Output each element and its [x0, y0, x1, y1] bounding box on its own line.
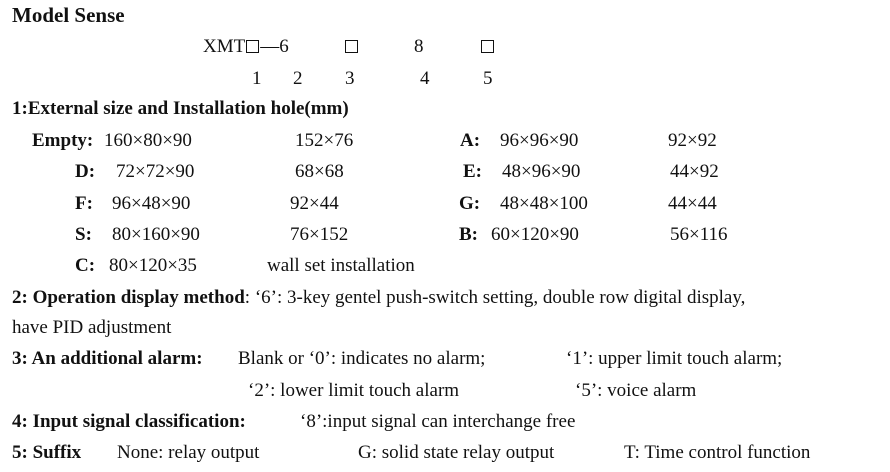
size-e-hole: 44×92	[670, 161, 719, 182]
model-code-box-1	[246, 40, 259, 53]
size-code-g: G:	[459, 193, 481, 214]
size-code-s: S:	[75, 224, 92, 245]
model-code-prefix	[203, 36, 289, 58]
section2-line1	[12, 287, 745, 309]
size-a-dimensions: 96×96×90	[500, 130, 579, 151]
size-c-hole: wall set installation	[267, 255, 415, 276]
size-s-dimensions: 80×160×90	[112, 224, 200, 245]
page-title: Model Sense	[12, 3, 125, 27]
model-code-box-5	[481, 40, 494, 53]
model-code-number-2: 2	[293, 68, 303, 89]
size-code-a: A:	[460, 130, 481, 151]
size-b-dimensions: 60×120×90	[491, 224, 579, 245]
size-e-dimensions: 48×96×90	[502, 161, 581, 182]
section2-description: ‘6’: 3-key gentel push-switch setting, double row digital display,	[254, 287, 746, 308]
size-g-hole: 44×44	[668, 193, 717, 214]
section2-line2: have PID adjustment	[12, 317, 172, 338]
suffix-t: T: Time control function	[624, 442, 811, 463]
size-b-hole: 56×116	[670, 224, 728, 245]
model-code-dash: —	[260, 36, 280, 57]
alarm-option-0: Blank or ‘0’: indicates no alarm;	[238, 348, 486, 369]
section1-heading: 1:External size and Installation hole(mm)	[12, 98, 349, 119]
model-code-part-2: 6	[279, 36, 289, 57]
size-d-hole: 68×68	[295, 161, 344, 182]
alarm-option-5: ‘5’: voice alarm	[575, 380, 697, 401]
section2-heading: 2: Operation display method	[12, 287, 245, 308]
size-empty-dimensions: 160×80×90	[104, 130, 192, 151]
size-code-f: F:	[75, 193, 93, 214]
alarm-option-1: ‘1’: upper limit touch alarm;	[566, 348, 783, 369]
section3-heading: 3: An additional alarm:	[12, 348, 203, 369]
model-code-prefix-text: XMT	[203, 36, 246, 57]
section5-heading: 5: Suffix	[12, 442, 82, 463]
section2-separator: :	[244, 287, 251, 308]
alarm-option-2: ‘2’: lower limit touch alarm	[248, 380, 460, 401]
model-code-number-5: 5	[483, 68, 493, 89]
input-signal-description: ‘8’:input signal can interchange free	[300, 411, 576, 432]
size-code-e: E:	[463, 161, 482, 182]
size-code-c: C:	[75, 255, 96, 276]
size-code-empty: Empty:	[32, 130, 94, 151]
size-code-d: D:	[75, 161, 96, 182]
section4-heading: 4: Input signal classification:	[12, 411, 246, 432]
model-code-part-4: 8	[414, 36, 424, 57]
suffix-g: G: solid state relay output	[358, 442, 555, 463]
size-d-dimensions: 72×72×90	[116, 161, 195, 182]
size-empty-hole: 152×76	[295, 130, 354, 151]
suffix-none: None: relay output	[117, 442, 260, 463]
size-f-hole: 92×44	[290, 193, 339, 214]
size-c-dimensions: 80×120×35	[109, 255, 197, 276]
model-code-number-1: 1	[252, 68, 262, 89]
size-g-dimensions: 48×48×100	[500, 193, 588, 214]
size-f-dimensions: 96×48×90	[112, 193, 191, 214]
size-a-hole: 92×92	[668, 130, 717, 151]
size-s-hole: 76×152	[290, 224, 349, 245]
model-code-number-3: 3	[345, 68, 355, 89]
model-code-number-4: 4	[420, 68, 430, 89]
model-code-box-3	[345, 40, 358, 53]
size-code-b: B:	[459, 224, 478, 245]
